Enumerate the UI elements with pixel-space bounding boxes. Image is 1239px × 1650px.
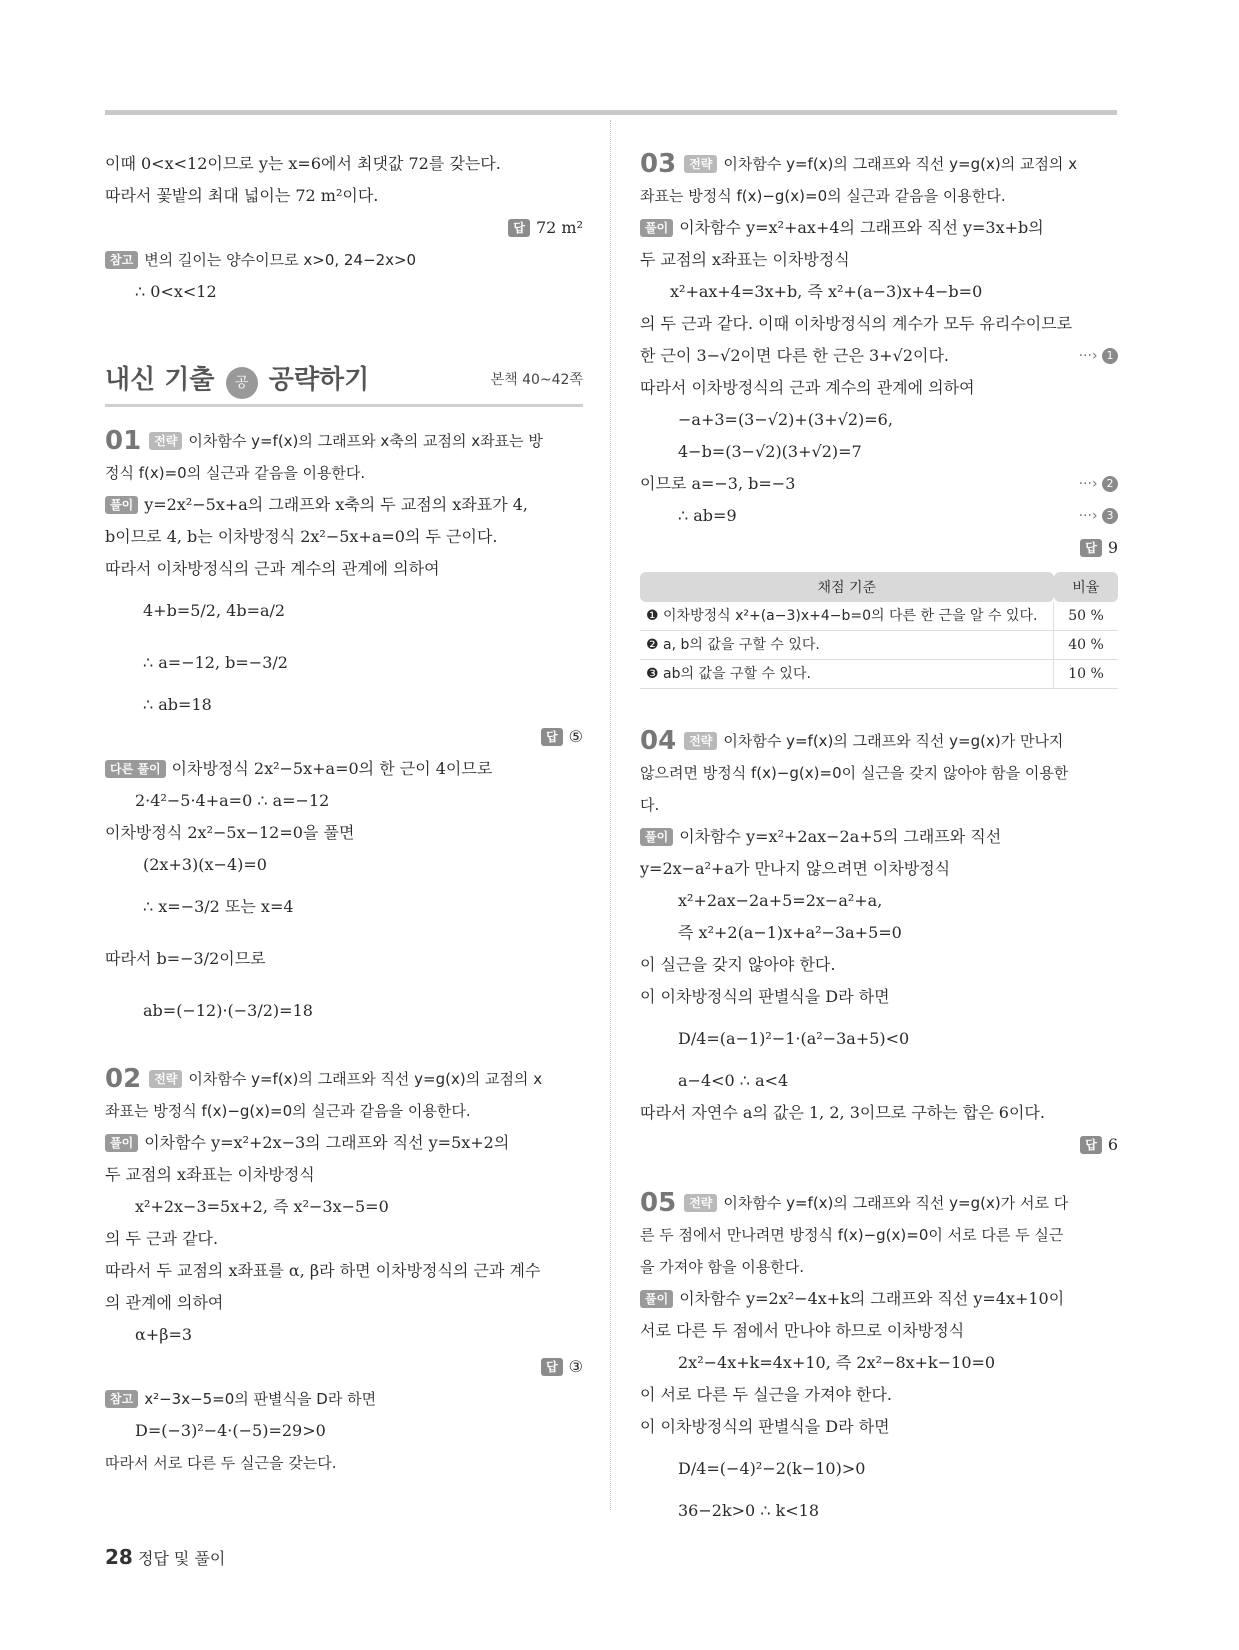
strategy-text: 않으려면 방정식 f(x)−g(x)=0이 실근을 갖지 않아야 함을 이용한 bbox=[640, 764, 1069, 782]
alt-solution-line: 따라서 b=−3/2이므로 bbox=[105, 949, 266, 968]
answer-tag: 답 bbox=[541, 728, 563, 746]
note-line: 따라서 서로 다른 두 실근을 갖는다. bbox=[105, 1454, 337, 1472]
problem-number: 03 bbox=[640, 149, 677, 179]
solution-line: 이 서로 다른 두 실근을 가져야 한다. bbox=[640, 1385, 892, 1404]
solution-line: 따라서 자연수 a의 값은 1, 2, 3이므로 구하는 합은 6이다. bbox=[640, 1103, 1045, 1122]
solution-line: 이 실근을 갖지 않아야 한다. bbox=[640, 955, 836, 974]
solution-line: 의 두 근과 같다. 이때 이차방정식의 계수가 모두 유리수이므로 bbox=[640, 314, 1073, 333]
solution-line: D/4=(a−1)²−1·(a²−3a+5)<0 bbox=[678, 1029, 910, 1048]
solution-line: 서로 다른 두 점에서 만나야 하므로 이차방정식 bbox=[640, 1321, 965, 1340]
answer-value: ⑤ bbox=[568, 727, 583, 746]
criterion-mark: ❸ bbox=[646, 666, 659, 682]
solution-text: 이차함수 y=x²+2x−3의 그래프와 직선 y=5x+2의 bbox=[144, 1133, 510, 1152]
problem-05-strategy bbox=[640, 1187, 1118, 1219]
solution-line: x²+2x−3=5x+2, 즉 x²−3x−5=0 bbox=[135, 1197, 389, 1216]
strategy-tag: 전략 bbox=[684, 155, 717, 173]
solution-tag: 풀이 bbox=[640, 828, 673, 846]
solution-line bbox=[105, 489, 583, 521]
solution-line: −a+3=(3−√2)+(3+√2)=6, bbox=[678, 410, 893, 429]
step-marker: ···› 1 bbox=[1079, 340, 1118, 372]
solution-line: 두 교점의 x좌표는 이차방정식 bbox=[105, 1165, 315, 1184]
strategy-text: 좌표는 방정식 f(x)−g(x)=0의 실근과 같음을 이용한다. bbox=[105, 1102, 471, 1120]
solution-line: 의 두 근과 같다. bbox=[105, 1229, 219, 1248]
table-row bbox=[640, 631, 1118, 660]
grading-ratio: 50 % bbox=[1054, 602, 1119, 631]
note-text: x²−3x−5=0의 판별식을 D라 하면 bbox=[144, 1390, 377, 1408]
grading-criterion bbox=[640, 660, 1054, 689]
strategy-text: 이차함수 y=f(x)의 그래프와 직선 y=g(x)의 교점의 x bbox=[188, 1070, 543, 1088]
solution-tag: 풀이 bbox=[105, 1134, 138, 1152]
grading-criterion bbox=[640, 602, 1054, 631]
problem-number: 04 bbox=[640, 726, 677, 756]
note-line bbox=[105, 1383, 583, 1415]
solution-line: 따라서 이차방정식의 근과 계수의 관계에 의하여 bbox=[640, 378, 975, 397]
solution-line bbox=[640, 340, 1118, 372]
answer-tag: 답 bbox=[1080, 1136, 1102, 1154]
text-line: 따라서 꽃밭의 최대 넓이는 72 m²이다. bbox=[105, 186, 379, 205]
answer-tag: 답 bbox=[541, 1358, 563, 1376]
solution-line: 즉 x²+2(a−1)x+a²−3a+5=0 bbox=[678, 923, 902, 942]
footer-label: 정답 및 풀이 bbox=[137, 1549, 226, 1568]
solution-text: ∴ ab=9 bbox=[678, 506, 737, 525]
solution-line: x²+2ax−2a+5=2x−a²+a, bbox=[678, 891, 883, 910]
problem-01-strategy bbox=[105, 425, 583, 457]
solution-line: 2x²−4x+k=4x+10, 즉 2x²−8x+k−10=0 bbox=[678, 1353, 996, 1372]
table-row bbox=[640, 602, 1118, 631]
section-title bbox=[105, 359, 369, 400]
alt-solution-line: 이차방정식 2x²−5x−12=0을 풀면 bbox=[105, 823, 355, 842]
solution-line: y=2x−a²+a가 만나지 않으려면 이차방정식 bbox=[640, 859, 951, 878]
alt-text: 이차방정식 2x²−5x+a=0의 한 근이 4이므로 bbox=[171, 759, 493, 778]
text-line: 이때 0<x<12이므로 y는 x=6에서 최댓값 72를 갖는다. bbox=[105, 154, 501, 173]
alt-solution-line bbox=[105, 753, 583, 785]
problem-04-strategy bbox=[640, 725, 1118, 757]
problem-number: 05 bbox=[640, 1188, 677, 1218]
right-column bbox=[640, 148, 1118, 1527]
grading-ratio: 10 % bbox=[1054, 660, 1119, 689]
solution-line bbox=[640, 1283, 1118, 1315]
solution-text: 이차함수 y=x²+ax+4의 그래프와 직선 y=3x+b의 bbox=[679, 218, 1044, 237]
strategy-tag: 전략 bbox=[149, 1070, 182, 1088]
solution-line: 따라서 두 교점의 x좌표를 α, β라 하면 이차방정식의 근과 계수 bbox=[105, 1261, 541, 1280]
alt-solution-line: 2·4²−5·4+a=0 ∴ a=−12 bbox=[135, 791, 330, 810]
grading-header-row bbox=[640, 572, 1118, 602]
equation: 4+b=5/2, 4b=a/2 bbox=[143, 601, 286, 620]
alt-solution-tag: 다른 풀이 bbox=[105, 760, 166, 778]
table-row bbox=[640, 660, 1118, 689]
criterion-text: ab의 값을 구할 수 있다. bbox=[663, 666, 811, 682]
solution-line bbox=[640, 212, 1118, 244]
section-badge: 공 bbox=[226, 367, 258, 399]
solution-tag: 풀이 bbox=[640, 219, 673, 237]
answer-tag: 답 bbox=[1080, 539, 1102, 557]
strategy-tag: 전략 bbox=[684, 1194, 717, 1212]
step-marker: ···› 3 bbox=[1079, 500, 1118, 532]
column-divider bbox=[610, 120, 611, 1510]
grading-criterion bbox=[640, 631, 1054, 660]
left-column bbox=[105, 148, 583, 1479]
page-footer bbox=[105, 1545, 225, 1569]
answer-value: 72 m² bbox=[535, 218, 583, 237]
solution-line: D/4=(−4)²−2(k−10)>0 bbox=[678, 1459, 866, 1478]
strategy-text: 좌표는 방정식 f(x)−g(x)=0의 실근과 같음을 이용한다. bbox=[640, 187, 1006, 205]
answer-line bbox=[105, 212, 583, 244]
section-header bbox=[105, 354, 583, 407]
alt-solution-line: ab=(−12)·(−3/2)=18 bbox=[143, 1001, 313, 1020]
solution-line bbox=[105, 1127, 583, 1159]
solution-text: 이차함수 y=x²+2ax−2a+5의 그래프와 직선 bbox=[679, 827, 1002, 846]
criterion-text: a, b의 값을 구할 수 있다. bbox=[663, 637, 820, 653]
solution-text: 이차함수 y=2x²−4x+k의 그래프와 직선 y=4x+10이 bbox=[679, 1289, 1065, 1308]
strategy-text: 을 가져야 함을 이용한다. bbox=[640, 1258, 804, 1276]
solution-line bbox=[640, 821, 1118, 853]
solution-text: y=2x²−5x+a의 그래프와 x축의 두 교점의 x좌표가 4, bbox=[144, 495, 529, 514]
solution-text: 이므로 a=−3, b=−3 bbox=[640, 474, 796, 493]
strategy-text: 이차함수 y=f(x)의 그래프와 직선 y=g(x)가 서로 다 bbox=[723, 1194, 1069, 1212]
step-2-icon: 2 bbox=[1102, 476, 1118, 492]
answer-value: 6 bbox=[1107, 1135, 1118, 1154]
answer-line bbox=[105, 721, 583, 753]
grading-table bbox=[640, 572, 1118, 689]
answer-line bbox=[105, 1351, 583, 1383]
step-1-icon: 1 bbox=[1102, 348, 1118, 364]
step-3-icon: 3 bbox=[1102, 508, 1118, 524]
solution-line: 이 이차방정식의 판별식을 D라 하면 bbox=[640, 1417, 890, 1436]
section-title-part: 내신 기출 bbox=[105, 364, 215, 395]
criterion-mark: ❷ bbox=[646, 637, 659, 653]
strategy-text: 른 두 점에서 만나려면 방정식 f(x)−g(x)=0이 서로 다른 두 실근 bbox=[640, 1226, 1064, 1244]
alt-solution-line: ∴ x=−3/2 또는 x=4 bbox=[143, 897, 294, 916]
solution-line: 4−b=(3−√2)(3+√2)=7 bbox=[678, 442, 862, 461]
criterion-mark: ❶ bbox=[646, 608, 659, 624]
strategy-text: 이차함수 y=f(x)의 그래프와 x축의 교점의 x좌표는 방 bbox=[188, 432, 543, 450]
strategy-tag: 전략 bbox=[149, 432, 182, 450]
note-text: 변의 길이는 양수이므로 x>0, 24−2x>0 bbox=[144, 251, 417, 269]
page-number: 28 bbox=[105, 1545, 133, 1569]
problem-03-strategy bbox=[640, 148, 1118, 180]
solution-tag: 풀이 bbox=[105, 496, 138, 514]
solution-line: 따라서 이차방정식의 근과 계수의 관계에 의하여 bbox=[105, 559, 440, 578]
problem-number: 02 bbox=[105, 1064, 142, 1094]
solution-line: 이 이차방정식의 판별식을 D라 하면 bbox=[640, 987, 890, 1006]
solution-line: 의 관계에 의하여 bbox=[105, 1293, 224, 1312]
problem-number: 01 bbox=[105, 426, 142, 456]
solution-line: 두 교점의 x좌표는 이차방정식 bbox=[640, 250, 850, 269]
note-line: ∴ 0<x<12 bbox=[135, 282, 217, 301]
strategy-text: 정식 f(x)=0의 실근과 같음을 이용한다. bbox=[105, 464, 366, 482]
grading-header: 비율 bbox=[1054, 572, 1119, 602]
solution-line: b이므로 4, b는 이차방정식 2x²−5x+a=0의 두 근이다. bbox=[105, 527, 498, 546]
solution-line: α+β=3 bbox=[135, 1325, 193, 1344]
solution-line: a−4<0 ∴ a<4 bbox=[678, 1071, 789, 1090]
step-marker: ···› 2 bbox=[1079, 468, 1118, 500]
grading-ratio: 40 % bbox=[1054, 631, 1119, 660]
solution-line: 36−2k>0 ∴ k<18 bbox=[678, 1501, 820, 1520]
answer-tag: 답 bbox=[508, 219, 530, 237]
note-line bbox=[105, 244, 583, 276]
section-ref: 본책 40~42쪽 bbox=[490, 372, 583, 388]
solution-line bbox=[640, 468, 1118, 500]
strategy-text: 이차함수 y=f(x)의 그래프와 직선 y=g(x)가 만나지 bbox=[723, 732, 1064, 750]
criterion-text: 이차방정식 x²+(a−3)x+4−b=0의 다른 한 근을 알 수 있다. bbox=[663, 608, 1038, 624]
alt-solution-line: (2x+3)(x−4)=0 bbox=[143, 855, 267, 874]
section-title-part: 공략하기 bbox=[268, 364, 370, 395]
problem-02-strategy bbox=[105, 1063, 583, 1095]
strategy-text: 이차함수 y=f(x)의 그래프와 직선 y=g(x)의 교점의 x bbox=[723, 155, 1078, 173]
equation: ∴ a=−12, b=−3/2 bbox=[143, 653, 288, 672]
grading-header: 채점 기준 bbox=[640, 572, 1054, 602]
strategy-tag: 전략 bbox=[684, 732, 717, 750]
equation: ∴ ab=18 bbox=[143, 695, 212, 714]
note-tag: 참고 bbox=[105, 1390, 138, 1408]
note-tag: 참고 bbox=[105, 251, 138, 269]
solution-text: 한 근이 3−√2이면 다른 한 근은 3+√2이다. bbox=[640, 346, 949, 365]
top-rule bbox=[105, 110, 1117, 115]
answer-line bbox=[640, 532, 1118, 564]
note-line: D=(−3)²−4·(−5)=29>0 bbox=[135, 1421, 326, 1440]
solution-line bbox=[640, 500, 1118, 532]
answer-line bbox=[640, 1129, 1118, 1161]
answer-value: ③ bbox=[568, 1357, 583, 1376]
strategy-text: 다. bbox=[640, 796, 660, 814]
answer-value: 9 bbox=[1107, 538, 1118, 557]
solution-line: x²+ax+4=3x+b, 즉 x²+(a−3)x+4−b=0 bbox=[670, 282, 983, 301]
solution-tag: 풀이 bbox=[640, 1290, 673, 1308]
